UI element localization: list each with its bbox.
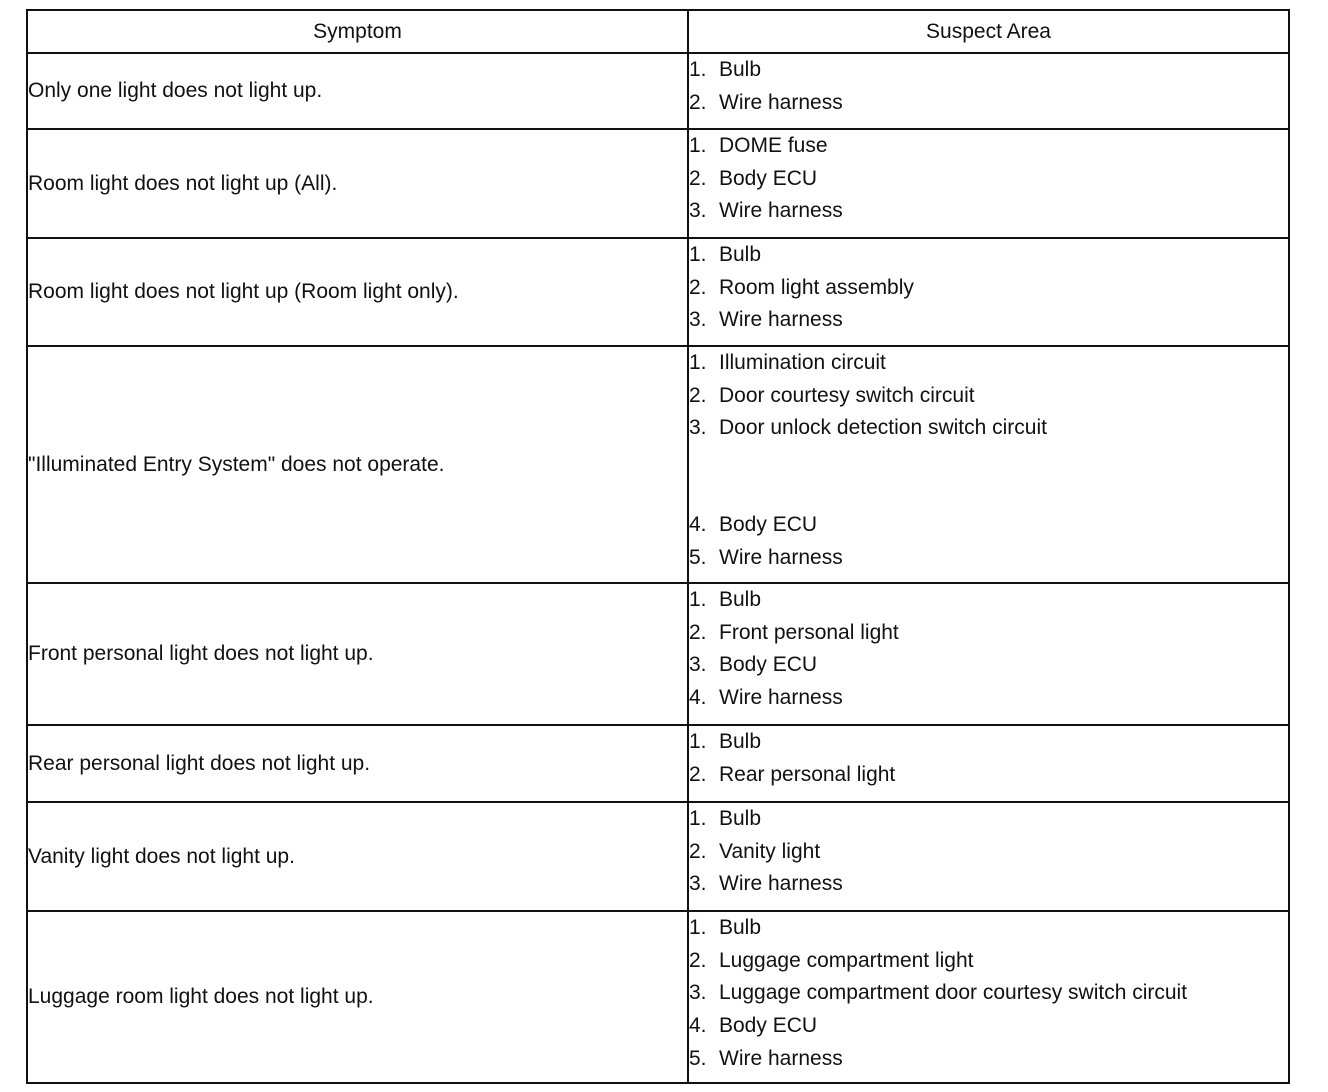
suspect-item [689, 868, 1288, 901]
suspect-item [689, 584, 1288, 617]
item-text: Body ECU [719, 166, 818, 190]
table-row [27, 129, 1289, 238]
suspect-item [689, 649, 1288, 682]
item-number: 1. [689, 134, 707, 157]
table-row [27, 238, 1289, 346]
item-text: Door unlock detection switch circuit [719, 416, 1047, 440]
item-text: Wire harness [719, 90, 843, 114]
item-number: 2. [689, 166, 707, 190]
table-row [27, 346, 1289, 583]
suspect-item [689, 726, 1288, 759]
item-number: 1. [689, 588, 707, 611]
suspect-area-cell [688, 583, 1289, 725]
item-text: Wire harness [719, 545, 843, 569]
symptom-cell: Only one light does not light up. [27, 53, 688, 129]
item-number: 3. [689, 653, 707, 677]
item-text: Front personal light [719, 620, 899, 644]
item-number: 2. [689, 383, 707, 407]
header-row [27, 10, 1289, 53]
item-number: 5. [689, 545, 707, 569]
table-row [27, 583, 1289, 725]
item-number: 2. [689, 762, 707, 786]
item-number: 3. [689, 416, 707, 440]
symptom-cell: Rear personal light does not light up. [27, 725, 688, 802]
item-number: 3. [689, 872, 707, 896]
suspect-area-cell [688, 346, 1289, 583]
symptom-cell: Front personal light does not light up. [27, 583, 688, 725]
suspect-item [689, 239, 1288, 272]
suspect-item [689, 542, 1288, 575]
item-text: Bulb [719, 730, 762, 753]
suspect-item [689, 912, 1288, 945]
item-number: 3. [689, 199, 707, 223]
suspect-item [689, 163, 1288, 196]
item-number: 4. [689, 686, 707, 710]
item-text: Vanity light [719, 839, 821, 863]
suspect-item [689, 347, 1288, 380]
item-text: Luggage compartment door courtesy switch circuit [719, 981, 1188, 1005]
suspect-item [689, 130, 1288, 163]
item-text: Wire harness [719, 1046, 843, 1070]
suspect-item [689, 54, 1288, 87]
suspect-area-cell [688, 129, 1289, 238]
item-number: 2. [689, 839, 707, 863]
item-number: 3. [689, 981, 707, 1005]
item-text: Bulb [719, 916, 762, 939]
item-text: Body ECU [719, 653, 818, 677]
table-row [27, 911, 1289, 1083]
suspect-area-cell [688, 238, 1289, 346]
suspect-area-column-header: Suspect Area [688, 10, 1289, 53]
suspect-area-cell [688, 802, 1289, 911]
item-text: Body ECU [719, 513, 818, 537]
suspect-item [689, 1043, 1288, 1076]
item-text: DOME fuse [719, 134, 828, 157]
item-text: Bulb [719, 58, 762, 81]
suspect-item [689, 617, 1288, 650]
item-text: Wire harness [719, 686, 843, 710]
suspect-item [689, 304, 1288, 337]
item-text: Door courtesy switch circuit [719, 383, 975, 407]
suspect-item [689, 195, 1288, 228]
item-number: 1. [689, 730, 707, 753]
suspect-item [689, 509, 1288, 542]
symptom-cell: Room light does not light up (All). [27, 129, 688, 238]
item-text: Luggage compartment light [719, 948, 974, 972]
item-number: 1. [689, 351, 707, 374]
suspect-area-cell [688, 911, 1289, 1083]
suspect-area-cell [688, 725, 1289, 802]
item-number: 1. [689, 916, 707, 939]
symptom-cell: Room light does not light up (Room light only). [27, 238, 688, 346]
item-number: 2. [689, 620, 707, 644]
suspect-item [689, 945, 1288, 978]
symptom-cell: "Illuminated Entry System" does not operate. [27, 346, 688, 583]
item-number: 2. [689, 948, 707, 972]
item-number: 4. [689, 1014, 707, 1038]
suspect-item [689, 412, 1288, 445]
item-text: Rear personal light [719, 762, 896, 786]
item-text: Bulb [719, 588, 762, 611]
item-text: Wire harness [719, 199, 843, 223]
item-number: 2. [689, 90, 707, 114]
table-row [27, 53, 1289, 129]
item-number: 5. [689, 1046, 707, 1070]
table-row [27, 802, 1289, 911]
table-row [27, 725, 1289, 802]
suspect-item [689, 759, 1288, 792]
item-text: Wire harness [719, 308, 843, 332]
item-number: 4. [689, 513, 707, 537]
item-number: 1. [689, 58, 707, 81]
suspect-item [689, 682, 1288, 715]
symptom-cell: Vanity light does not light up. [27, 802, 688, 911]
suspect-item [689, 1010, 1288, 1043]
suspect-item [689, 272, 1288, 305]
suspect-item [689, 87, 1288, 120]
item-number: 1. [689, 243, 707, 266]
item-number: 3. [689, 308, 707, 332]
item-text: Illumination circuit [719, 351, 886, 374]
spacer [689, 445, 1288, 509]
suspect-item [689, 803, 1288, 836]
suspect-item [689, 977, 1288, 1010]
symptom-cell: Luggage room light does not light up. [27, 911, 688, 1083]
item-number: 1. [689, 807, 707, 830]
suspect-item [689, 380, 1288, 413]
symptom-column-header: Symptom [27, 10, 688, 53]
suspect-item [689, 836, 1288, 869]
item-text: Wire harness [719, 872, 843, 896]
item-text: Bulb [719, 807, 762, 830]
item-text: Room light assembly [719, 275, 914, 299]
item-text: Body ECU [719, 1014, 818, 1038]
suspect-area-cell [688, 53, 1289, 129]
item-text: Bulb [719, 243, 762, 266]
troubleshooting-table [26, 9, 1290, 1084]
item-number: 2. [689, 275, 707, 299]
